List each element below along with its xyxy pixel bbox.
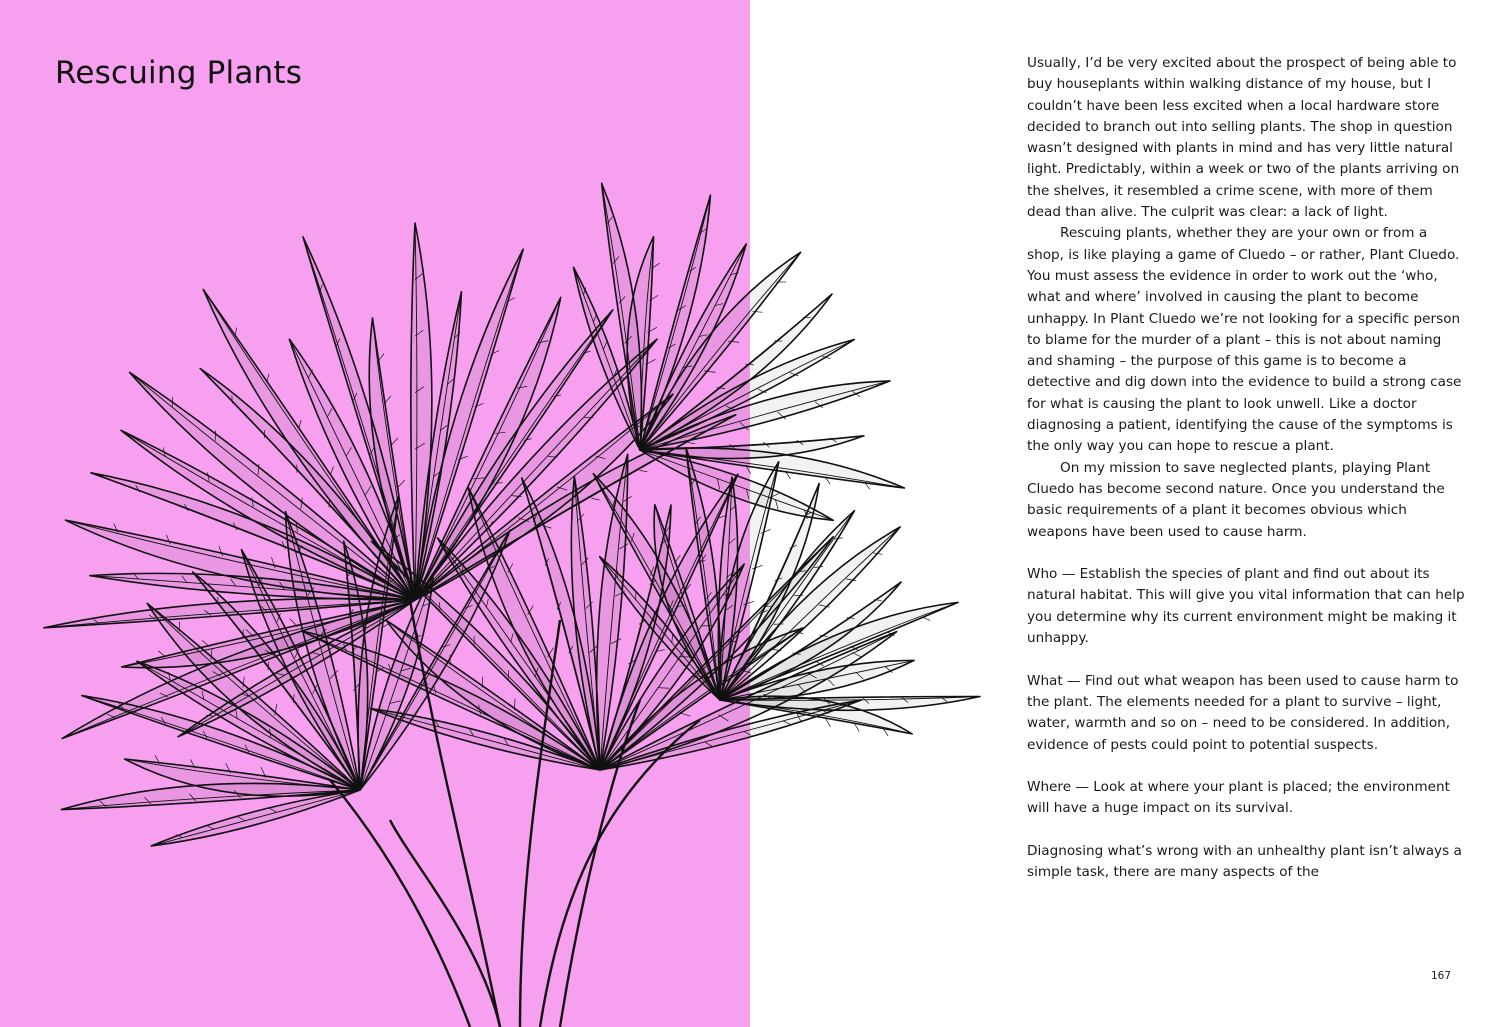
leaf-hatching: [235, 328, 237, 336]
leaf-hatching: [379, 353, 384, 360]
leaf-hatching: [158, 651, 166, 657]
leaf-hatching: [591, 498, 599, 500]
plant-stem: [390, 820, 500, 1027]
paragraph-cluedo: Rescuing plants, whether they are your own or from a shop, is like playing a game of Cluedo – or rather, Plant Cluedo. You must assess the evidence in order to work out the ‘who, what and where’ involved in causing the plant to become unhappy. In Plant Cluedo we’re not looking for a specific person to blame for the murder of a plant – this is not about naming and shaming – the purpose of this game is to become a detective and dig down into the evidence to build a strong case for what is causing the plant to look unwell. Like a doctor diagnosing a patient, identifying the cause of the symptoms is the only way you can hope to rescue a plant.: [1027, 225, 1462, 455]
leaf-hatching: [398, 480, 405, 487]
leaf-hatching: [330, 466, 333, 475]
paragraph-mission: On my mission to save neglected plants, playing Plant Cluedo has become second nature. Once you understand the basic requirements of a plant it becomes obvious which weapons have been used to cause harm.: [1027, 459, 1445, 540]
paragraph-what: What — Find out what weapon has been used to cause harm to the plant. The elements needed for a plant to survive – light, water, warmth and so on – need to be considered. In addition, evidence of pests could point to potential suspects.: [1027, 672, 1459, 753]
leaf-hatching: [385, 396, 391, 403]
leaf-hatching: [922, 617, 930, 620]
paragraph-diagnosing: Diagnosing what’s wrong with an unhealthy plant isn’t always a simple task, there are many aspects of the: [1027, 842, 1462, 881]
leaf-hatching: [640, 470, 648, 471]
page-title: Rescuing Plants: [55, 55, 303, 91]
paragraph-intro: Usually, I’d be very excited about the prospect of being able to buy houseplants within walking distance of my house, but I couldn’t have been less excited when a local hardware store decided to branch out into selling plants. The shop in question wasn’t designed with plants in mind and has very little natural light. Predictably, within a week or two of the plants arriving on the shelves, it resembled a crime scene, with more of them dead than alive. The culprit was clear: a lack of light.: [1027, 55, 1460, 221]
leaf-hatching: [299, 420, 302, 429]
leaf-hatching: [826, 719, 831, 727]
leaf-hatching: [674, 555, 680, 563]
leaf-hatching: [855, 724, 860, 732]
paragraph-who: Who — Establish the species of plant and find out about its natural habitat. This will give you vital information that can help you determine why its current environment might be making it unhappy.: [1027, 566, 1465, 647]
paragraph-where: Where — Look at where your plant is placed; the environment will have a huge impact on its survival.: [1027, 779, 1450, 817]
page-number: 167: [1431, 970, 1452, 982]
leaf-hatching: [267, 374, 269, 383]
leaf-hatching: [681, 713, 690, 716]
body-text-column: [1027, 53, 1467, 884]
leaf-hatching: [392, 438, 398, 445]
leaf-hatching: [688, 443, 696, 444]
plant-stem: [330, 780, 470, 1027]
